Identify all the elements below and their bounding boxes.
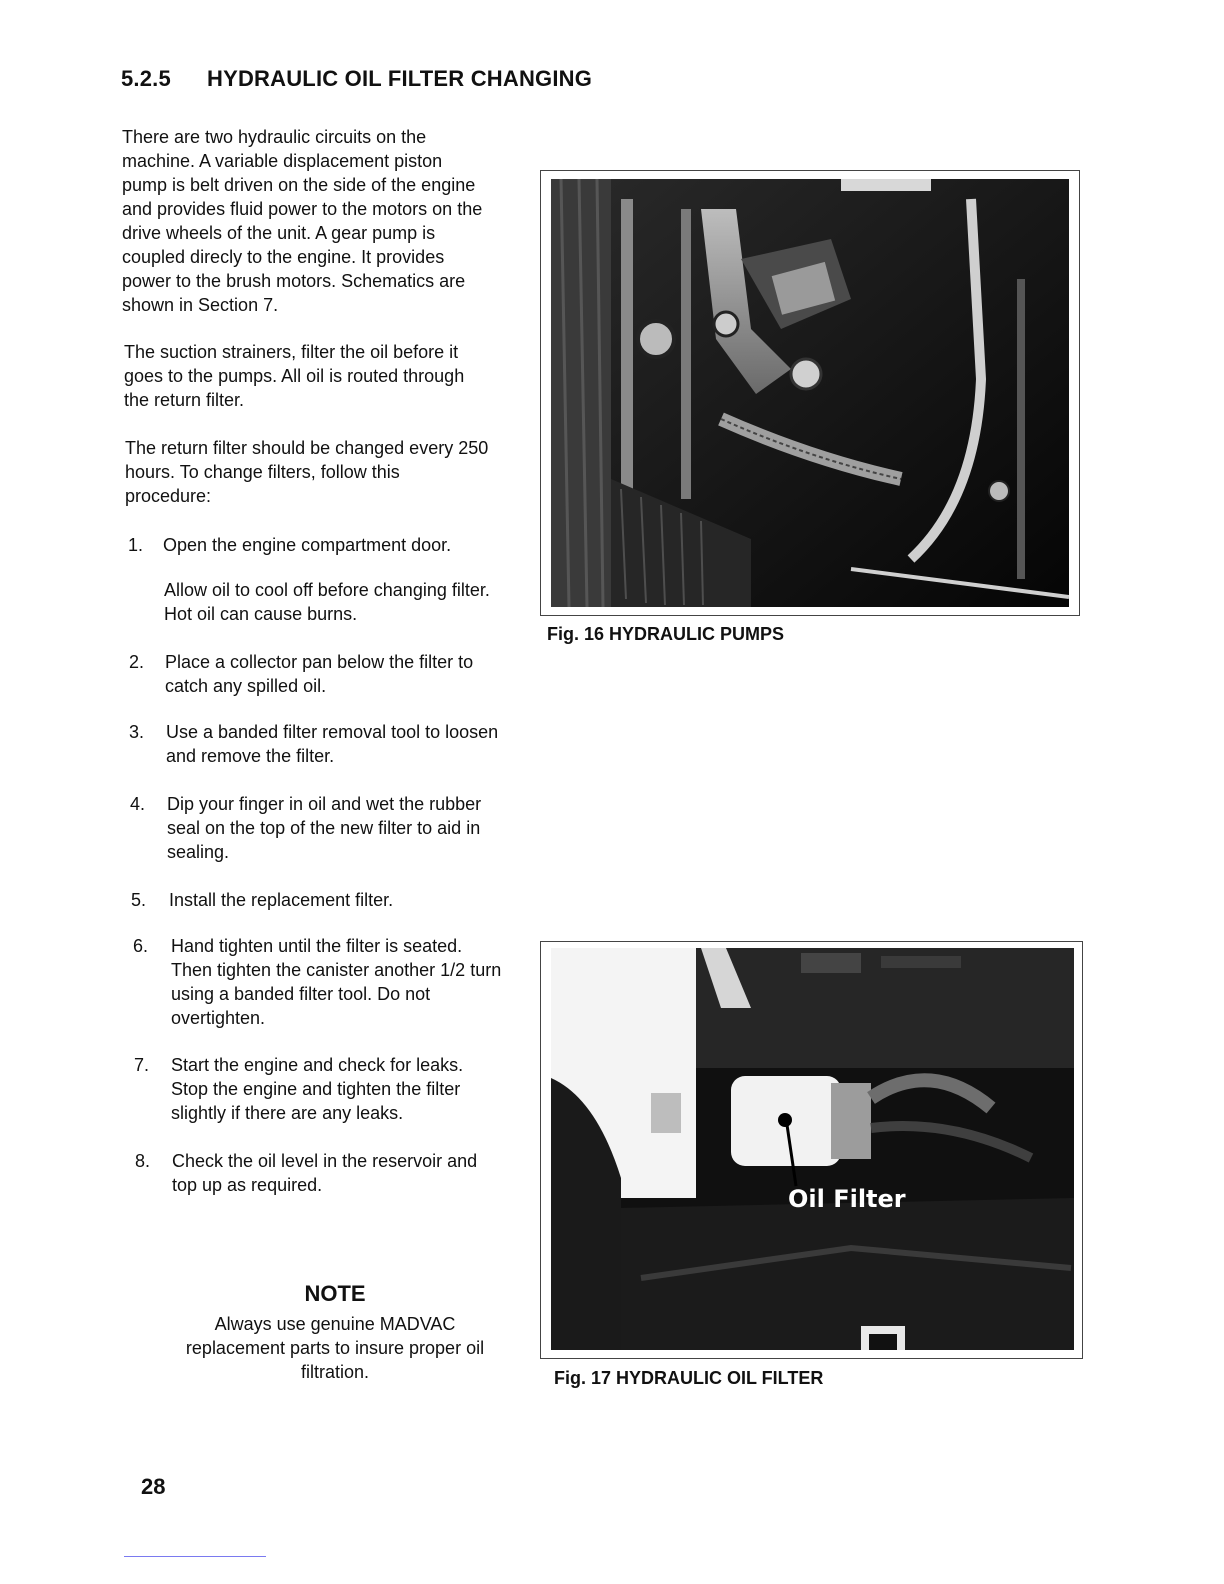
step-line: using a banded filter tool. Do not <box>171 984 431 1004</box>
step-number: 1. <box>128 535 144 555</box>
step-1 <box>128 533 548 559</box>
step-line: Open the engine compartment door. <box>163 535 452 555</box>
figure-17-caption: Fig. 17 HYDRAULIC OIL FILTER <box>554 1368 824 1388</box>
section-heading <box>121 66 592 92</box>
paragraph-line: goes to the pumps. All oil is routed through <box>124 366 465 386</box>
paragraph-line: The return filter should be changed every 250 <box>125 438 489 458</box>
note-body <box>155 1312 515 1384</box>
step-number: 7. <box>134 1055 150 1075</box>
step-line: Allow oil to cool off before changing filter. <box>164 580 490 600</box>
hydraulic-pumps-illustration <box>551 179 1069 607</box>
paragraph-line: coupled direcly to the engine. It provides <box>122 247 445 267</box>
step-number: 3. <box>129 722 145 742</box>
paragraph-circuits <box>122 125 482 317</box>
hydraulic-pumps-photo <box>551 179 1069 607</box>
section-number: 5.2.5 <box>121 66 171 91</box>
step-7 <box>134 1053 554 1127</box>
step-line: Then tighten the canister another 1/2 turn <box>171 960 502 980</box>
section-title: HYDRAULIC OIL FILTER CHANGING <box>207 66 593 91</box>
hydraulic-oil-filter-illustration <box>551 948 1074 1350</box>
step-text <box>171 934 501 1030</box>
step-line: overtighten. <box>171 1008 266 1028</box>
paragraph-line: power to the brush motors. Schematics are <box>122 271 466 291</box>
step-line: Place a collector pan below the filter to <box>165 652 474 672</box>
step-line: and remove the filter. <box>166 746 335 766</box>
step-number: 8. <box>135 1151 151 1171</box>
page-number: 28 <box>141 1474 166 1499</box>
paragraph-line: procedure: <box>125 486 212 506</box>
paragraph-line: shown in Section 7. <box>122 295 279 315</box>
step-4 <box>130 792 550 866</box>
step-8 <box>135 1149 555 1199</box>
note-line: Always use genuine MADVAC <box>214 1314 456 1334</box>
step-line: sealing. <box>167 842 230 862</box>
note-line: filtration. <box>300 1362 370 1382</box>
step-number: 4. <box>130 794 146 814</box>
step-line: Hand tighten until the filter is seated. <box>171 936 463 956</box>
figure-16-caption: Fig. 16 HYDRAULIC PUMPS <box>547 624 785 644</box>
step-line: Check the oil level in the reservoir and <box>172 1151 478 1171</box>
figure-17-frame <box>540 941 1083 1359</box>
paragraph-strainers <box>124 340 464 412</box>
step-line: Stop the engine and tighten the filter <box>171 1079 461 1099</box>
footer-rule <box>124 1556 266 1557</box>
step-line: catch any spilled oil. <box>165 676 327 696</box>
note-title: NOTE <box>304 1281 366 1306</box>
step-line: Dip your finger in oil and wet the rubber <box>167 794 482 814</box>
hydraulic-oil-filter-photo <box>551 948 1074 1350</box>
step-text <box>165 650 473 698</box>
step-line: Start the engine and check for leaks. <box>171 1055 464 1075</box>
step-line: seal on the top of the new filter to aid in <box>167 818 481 838</box>
step-text <box>171 1053 463 1125</box>
figure-16-frame <box>540 170 1080 616</box>
step-text <box>166 720 498 768</box>
paragraph-line: pump is belt driven on the side of the engine <box>122 175 476 195</box>
step-3 <box>129 720 549 770</box>
step-line: Install the replacement filter. <box>169 890 394 910</box>
step-number: 6. <box>133 936 149 956</box>
paragraph-line: hours. To change filters, follow this <box>125 462 400 482</box>
note-line: replacement parts to insure proper oil <box>185 1338 485 1358</box>
step-line: slightly if there are any leaks. <box>171 1103 404 1123</box>
step-warning <box>128 578 548 628</box>
step-line: Use a banded filter removal tool to loosen <box>166 722 499 742</box>
paragraph-line: and provides fluid power to the motors on the <box>122 199 483 219</box>
paragraph-line: drive wheels of the unit. A gear pump is <box>122 223 436 243</box>
step-number: 2. <box>129 652 145 672</box>
paragraph-line: machine. A variable displacement piston <box>122 151 443 171</box>
step-line: top up as required. <box>172 1175 323 1195</box>
step-text <box>172 1149 477 1197</box>
step-2 <box>129 650 549 700</box>
paragraph-line: The suction strainers, filter the oil before it <box>124 342 459 362</box>
paragraph-line: There are two hydraulic circuits on the <box>122 127 427 147</box>
step-6 <box>133 934 553 1032</box>
oil-filter-label: Oil Filter <box>788 1185 906 1213</box>
step-text <box>163 533 451 557</box>
paragraph-return-filter <box>125 436 488 508</box>
paragraph-line: the return filter. <box>124 390 245 410</box>
step-line: Hot oil can cause burns. <box>164 604 358 624</box>
step-number: 5. <box>131 890 147 910</box>
step-text <box>164 578 490 626</box>
step-text <box>169 888 393 912</box>
step-text <box>167 792 481 864</box>
step-5 <box>131 888 551 914</box>
